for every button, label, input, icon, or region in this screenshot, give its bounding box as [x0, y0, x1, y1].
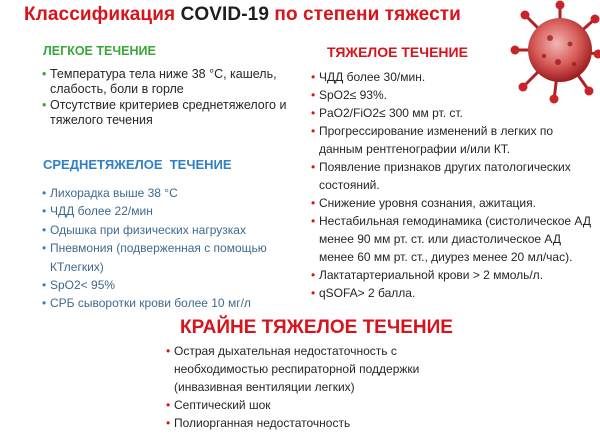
- list-item: [311, 212, 596, 266]
- list-item: [42, 221, 310, 239]
- bullet: •: [311, 214, 316, 228]
- severe-heading: ТЯЖЕЛОЕ ТЕЧЕНИЕ: [327, 44, 468, 60]
- list-item: [311, 86, 596, 104]
- bullet: •: [311, 268, 316, 282]
- title-part-1: Классификация: [24, 4, 181, 25]
- list-item-text: Лихорадка выше 38 °С: [50, 186, 178, 200]
- slide-title: [24, 4, 461, 26]
- list-item-text: Лактатартериальной крови > 2 ммоль/л.: [319, 268, 544, 282]
- title-part-2: COVID-19: [180, 4, 275, 25]
- list-item-text: Температура тела ниже 38 °С, кашель, слабость, боли в горле: [50, 67, 294, 97]
- bullet: •: [42, 278, 47, 293]
- bullet: •: [311, 160, 316, 174]
- list-item: [42, 184, 310, 202]
- list-item-text: Полиорганная недостаточность: [174, 416, 351, 430]
- bullet: •: [311, 286, 316, 300]
- bullet: •: [42, 97, 47, 112]
- list-item: [42, 276, 310, 294]
- moderate-heading: СРЕДНЕТЯЖЕЛОЕ ТЕЧЕНИЕ: [43, 157, 232, 172]
- list-item-text: Одышка при физических нагрузках: [50, 222, 246, 237]
- bullet: •: [166, 416, 171, 430]
- bullet: •: [42, 222, 47, 237]
- list-item: [42, 239, 310, 276]
- bullet: •: [166, 398, 171, 412]
- list-item-text: Отсутствие критериев среднетяжелого и тяжелого течения: [50, 97, 287, 127]
- title-part-3: по степени тяжести: [274, 4, 461, 25]
- list-item: [311, 68, 596, 86]
- bullet: •: [311, 196, 316, 210]
- bullet: •: [42, 296, 47, 311]
- list-item: [311, 104, 596, 122]
- list-item-text: СРБ сыворотки крови более 10 мг/л: [50, 296, 251, 311]
- list-item: [42, 202, 310, 220]
- list-item-text: Появление признаков других патологических состояний.: [319, 160, 571, 192]
- list-item-text: Прогрессирование изменений в легких по данным рентгенографии и/или КТ.: [319, 124, 554, 156]
- severe-list: [311, 68, 596, 302]
- critical-list: [166, 342, 466, 432]
- list-item-text: Нестабильная гемодинамика (систолическое АД менее 90 мм рт. ст. или диастолическое АД менее 60 мм рт. ст., диурез менее 20 мл/час).: [319, 214, 591, 264]
- list-item: [311, 122, 596, 158]
- bullet: •: [42, 241, 47, 256]
- list-item: [166, 396, 466, 414]
- list-item: [311, 158, 596, 194]
- list-item-text: Септический шок: [174, 398, 271, 412]
- bullet: •: [311, 106, 316, 120]
- critical-heading: КРАЙНЕ ТЯЖЕЛОЕ ТЕЧЕНИЕ: [180, 317, 453, 338]
- bullet: •: [42, 204, 47, 219]
- list-item-text: ЧДД более 22/мин: [50, 204, 153, 219]
- list-item: [311, 266, 596, 284]
- list-item-text: Пневмония (подверженная с помощью КТлегких): [50, 241, 267, 274]
- list-item: [42, 98, 307, 129]
- list-item-text: SpO2< 95%: [50, 278, 116, 293]
- list-item: [42, 294, 310, 312]
- mild-list: [42, 67, 307, 128]
- list-item: [42, 67, 307, 98]
- bullet: •: [311, 70, 316, 84]
- list-item-text: SpO2≤ 93%.: [319, 88, 387, 102]
- list-item: [311, 194, 596, 212]
- bullet: •: [42, 67, 47, 81]
- list-item-text: qSOFA> 2 балла.: [319, 286, 416, 300]
- bullet: •: [166, 344, 171, 358]
- list-item: [166, 414, 466, 432]
- list-item-text: Снижение уровня сознания, ажитация.: [319, 196, 536, 210]
- list-item: [311, 284, 596, 302]
- bullet: •: [42, 186, 47, 200]
- list-item-text: Острая дыхательная недостаточность с необходимостью респираторной поддержки (инвазивная вентиляции легких): [174, 344, 420, 394]
- list-item: [166, 342, 466, 396]
- moderate-list: [42, 184, 310, 313]
- mild-heading: ЛЕГКОЕ ТЕЧЕНИЕ: [43, 44, 156, 58]
- list-item-text: ЧДД более 30/мин.: [319, 70, 426, 84]
- bullet: •: [311, 88, 316, 102]
- bullet: •: [311, 124, 316, 138]
- list-item-text: PaO2/FiO2≤ 300 мм рт. ст.: [319, 106, 463, 120]
